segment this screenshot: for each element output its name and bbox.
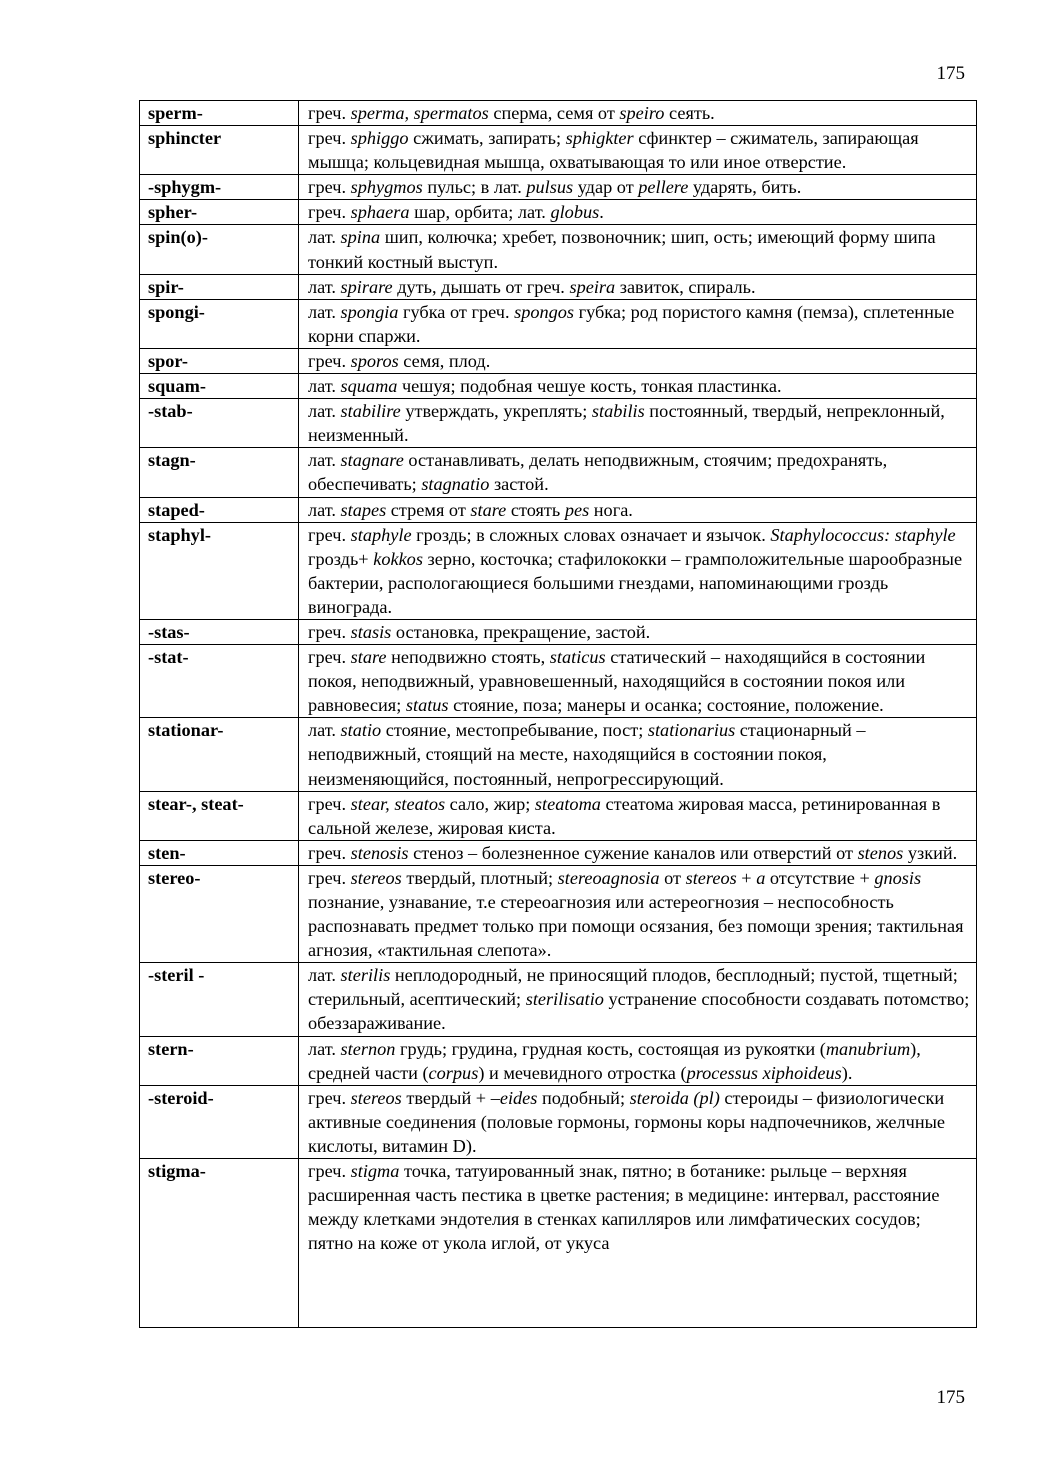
entry-definition: греч. stare неподвижно стоять, staticus статический – находящийся в состоянии покоя, неподвижный, уравновешенный, находящийся в состоянии покоя или равновесия; status стояние, поза; манеры и осанка; состояние, положение. (299, 645, 977, 718)
entry-definition: греч. stasis остановка, прекращение, застой. (299, 619, 977, 644)
table-row (140, 791, 977, 840)
entry-definition: греч. stereos твердый + –eides подобный; steroida (pl) стероиды – физиологически активные соединения (половые гормоны, гормоны коры надпочечников, желчные кислоты, витамин D). (299, 1085, 977, 1158)
table-row (140, 1036, 977, 1085)
entry-definition: греч. stigma точка, татуированный знак, пятно; в ботанике: рыльце – верхняя расширенная часть пестика в цветке растения; в медицине: интервал, расстояние между клетками эндотелия в стенках капилляров или лимфатических сосудов; пятно на коже от укола иглой, от укуса (299, 1159, 977, 1328)
entry-definition: греч. sphygmos пульс; в лат. pulsus удар от pellere ударять, бить. (299, 175, 977, 200)
entry-term: spongi- (140, 299, 299, 348)
table-row (140, 126, 977, 175)
table-row (140, 274, 977, 299)
table-row (140, 619, 977, 644)
entry-definition: лат. sterilis неплодородный, не приносящий плодов, бесплодный; пустой, тщетный; стерильный, асептический; sterilisatio устранение способности создавать потомство; обеззараживание. (299, 963, 977, 1036)
entry-definition: лат. sternon грудь; грудина, грудная кость, состоящая из рукоятки (manubrium), средней части (corpus) и мечевидного отростка (processus xiphoideus). (299, 1036, 977, 1085)
table-row (140, 348, 977, 373)
entry-definition: лат. stagnare останавливать, делать неподвижным, стоячим; предохранять, обеспечивать; stagnatio застой. (299, 448, 977, 497)
entry-term: sperm- (140, 101, 299, 126)
entry-term: -stat- (140, 645, 299, 718)
entry-term: spir- (140, 274, 299, 299)
table-row (140, 1159, 977, 1328)
entry-term: -stab- (140, 399, 299, 448)
table-row (140, 175, 977, 200)
entry-definition: греч. staphyle гроздь; в сложных словах означает и язычок. Staphylococcus: staphyle гроздь+ kokkos зерно, косточка; стафилококки – грамположительные шарообразные бактерии, распологающиеся большими гнездами, напоминающими гроздь винограда. (299, 522, 977, 619)
entry-term: staped- (140, 497, 299, 522)
page-number-top: 175 (936, 63, 965, 84)
entry-term: stear-, steat- (140, 791, 299, 840)
table-row (140, 645, 977, 718)
entry-term: spor- (140, 348, 299, 373)
entry-term: -stas- (140, 619, 299, 644)
entry-definition: греч. stereos твердый, плотный; stereoagnosia от stereos + a отсутствие + gnosis познание, узнавание, т.е стереоагнозия или астереогнозия – неспособность распознавать предмет только при помощи осязания, без помощи зрения; тактильная агнозия, «тактильная слепота». (299, 865, 977, 962)
entry-term: stereo- (140, 865, 299, 962)
entry-term: -steroid- (140, 1085, 299, 1158)
entry-term: stern- (140, 1036, 299, 1085)
glossary-table (139, 100, 977, 1328)
entry-term: stigma- (140, 1159, 299, 1328)
table-row (140, 101, 977, 126)
entry-definition: лат. squama чешуя; подобная чешуе кость, тонкая пластинка. (299, 374, 977, 399)
entry-definition: лат. stapes стремя от stare стоять pes нога. (299, 497, 977, 522)
entry-definition: лат. stabilire утверждать, укреплять; stabilis постоянный, твердый, непреклонный, неизменный. (299, 399, 977, 448)
table-row (140, 865, 977, 962)
entry-definition: лат. statio стояние, местопребывание, пост; stationarius стационарный – неподвижный, стоящий на месте, находящийся в состоянии покоя, неизменяющийся, постоянный, непрогрессирующий. (299, 718, 977, 791)
table-row (140, 299, 977, 348)
glossary-body (140, 101, 977, 1328)
entry-term: stagn- (140, 448, 299, 497)
table-row (140, 522, 977, 619)
table-row (140, 497, 977, 522)
entry-term: sten- (140, 840, 299, 865)
table-row (140, 1085, 977, 1158)
entry-definition: греч. sporos семя, плод. (299, 348, 977, 373)
entry-term: squam- (140, 374, 299, 399)
entry-definition: греч. stear, steatos сало, жир; steatoma стеатома жировая масса, ретинированная в сальной железе, жировая киста. (299, 791, 977, 840)
entry-term: -sphygm- (140, 175, 299, 200)
entry-term: staphyl- (140, 522, 299, 619)
entry-term: spher- (140, 200, 299, 225)
entry-definition: греч. sphaera шар, орбита; лат. globus. (299, 200, 977, 225)
entry-term: stationar- (140, 718, 299, 791)
table-row (140, 718, 977, 791)
entry-definition: лат. spina шип, колючка; хребет, позвоночник; шип, ость; имеющий форму шипа тонкий костный выступ. (299, 225, 977, 274)
entry-definition: греч. stenosis стеноз – болезненное сужение каналов или отверстий от stenos узкий. (299, 840, 977, 865)
entry-definition: лат. spongia губка от греч. spongos губка; род пористого камня (пемза), сплетенные корни спаржи. (299, 299, 977, 348)
table-row (140, 225, 977, 274)
page-number-bottom: 175 (936, 1387, 965, 1408)
table-row (140, 448, 977, 497)
entry-term: spin(o)- (140, 225, 299, 274)
table-row (140, 374, 977, 399)
table-row (140, 840, 977, 865)
entry-term: -steril - (140, 963, 299, 1036)
entry-definition: греч. sperma, spermatos сперма, семя от speiro сеять. (299, 101, 977, 126)
entry-definition: греч. sphiggo сжимать, запирать; sphigkter сфинктер – сжиматель, запирающая мышца; кольцевидная мышца, охватывающая то или иное отверстие. (299, 126, 977, 175)
table-row (140, 200, 977, 225)
entry-term: sphincter (140, 126, 299, 175)
entry-definition: лат. spirare дуть, дышать от греч. speira завиток, спираль. (299, 274, 977, 299)
table-row (140, 963, 977, 1036)
table-row (140, 399, 977, 448)
